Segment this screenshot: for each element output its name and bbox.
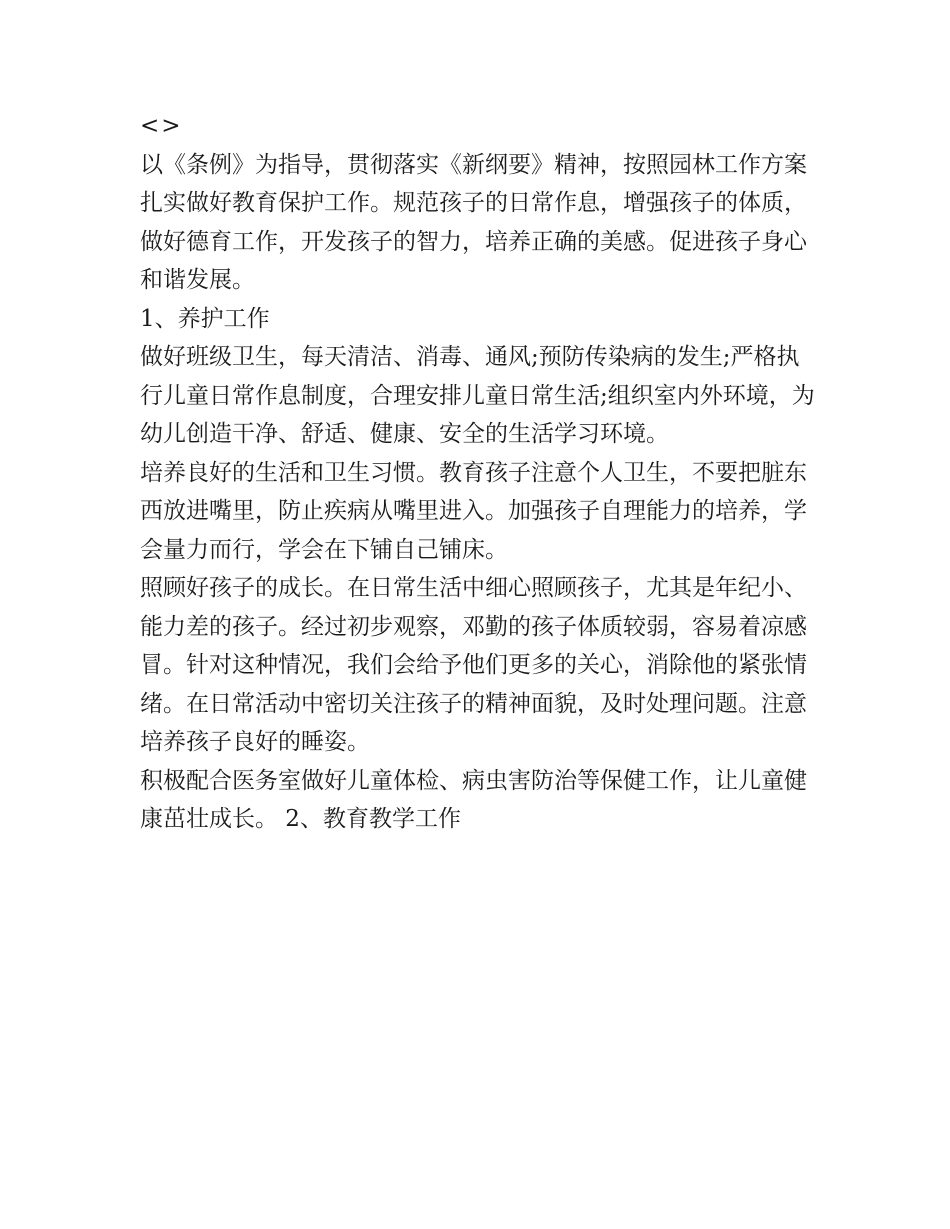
paragraph-habits: 培养良好的生活和卫生习惯。教育孩子注意个人卫生，不要把脏东西放进嘴里，防止疾病从嘴里进入。加强孩子自理能力的培养，学会量力而行，学会在下铺自己铺床。 [140, 459, 807, 563]
paragraph-intro: 以《条例》为指导，贯彻落实《新纲要》精神，按照园林工作方案扎实做好教育保护工作。规范孩子的日常作息，增强孩子的体质，做好德育工作，开发孩子的智力，培养正确的美感。促进孩子身心和谐发展。 [140, 151, 807, 293]
paragraph-hygiene: 做好班级卫生，每天清洁、消毒、通风;预防传染病的发生;严格执行儿童日常作息制度，合理安排儿童日常生活;组织室内外环境，为幼儿创造干净、舒适、健康、安全的生活学习环境。 [140, 344, 815, 447]
document-body [140, 107, 820, 839]
page-marker: <> [140, 113, 183, 139]
paragraph-health: 积极配合医务室做好儿童体检、病虫害防治等保健工作，让儿童健康茁壮成长。 2、教育教学工作 [140, 767, 807, 832]
paragraph-growth: 照顾好孩子的成长。在日常生活中细心照顾孩子，尤其是年纪小、能力差的孩子。经过初步观察，邓勤的孩子体质较弱，容易着凉感冒。针对这种情况，我们会给予他们更多的关心，消除他的紧张情绪。在日常活动中密切关注孩子的精神面貌，及时处理问题。注意培养孩子良好的睡姿。 [140, 575, 807, 755]
section-heading-care: 1、养护工作 [140, 305, 270, 332]
